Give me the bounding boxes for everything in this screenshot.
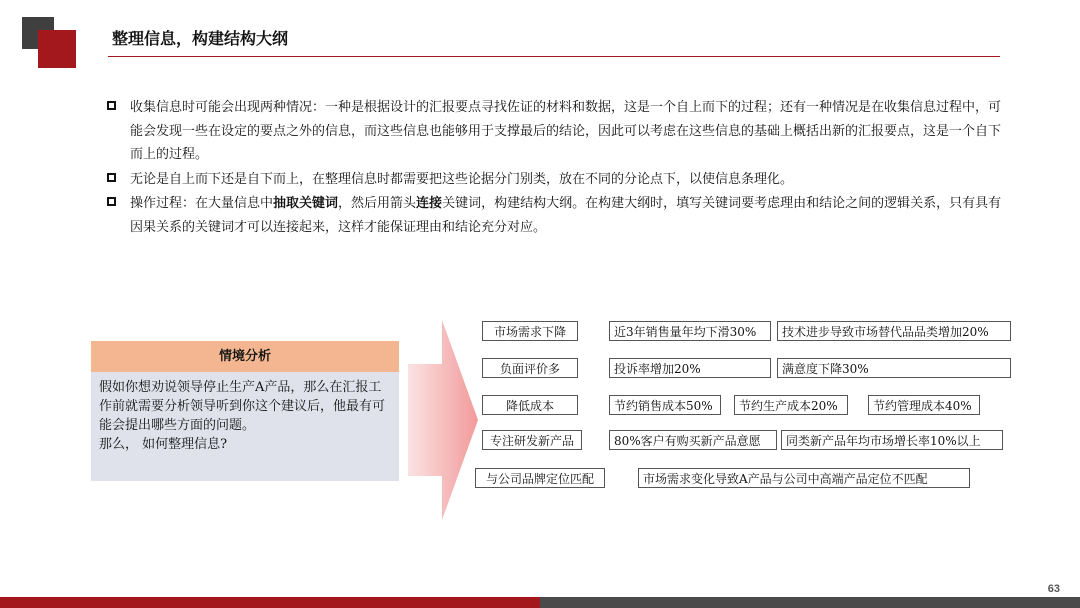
square-bullet-icon: [107, 173, 116, 182]
bullet-item-1: [106, 96, 1006, 167]
keyword-production-cost: 节约生产成本20%: [734, 395, 848, 415]
bullet-text-3: 操作过程：在大量信息中抽取关键词，然后用箭头连接关键词，构建结构大纲。在构建大纲时，填写关键词要考虑理由和结论之间的逻辑关系，只有具有因果关系的关键词才可以连接起来，这样才能保证理由和结论充分对应。: [130, 196, 1002, 235]
right-arrow-shape: [408, 320, 480, 520]
footer-bar-grey: [540, 597, 1080, 608]
keyword-management-cost: 节约管理成本40%: [868, 395, 980, 415]
situation-text: 假如你想劝说领导停止生产A产品，那么在汇报工作前就需要分析领导听到你这个建议后，他最有可能会提出哪些方面的问题。: [99, 380, 386, 433]
bullet-text-1: 收集信息时可能会出现两种情况：一种是根据设计的汇报要点寻找佐证的材料和数据，这是一个自上而下的过程；还有一种情况是在收集信息过程中，可能会发现一些在设定的要点之外的信息，而这些信息也能够用于支撑最后的结论，因此可以考虑在这些信息的基础上概括出新的汇报要点，这是一个自下而上的过程。: [130, 100, 1002, 162]
keyword-satisfaction-drop: 满意度下降30%: [777, 358, 1011, 378]
page-number: 63: [1047, 583, 1060, 595]
square-bullet-icon: [107, 197, 116, 206]
keyword-sales-cost: 节约销售成本50%: [609, 395, 721, 415]
bullet-item-3: [106, 192, 1006, 239]
keyword-positioning-mismatch: 市场需求变化导致A产品与公司中高端产品定位不匹配: [638, 468, 970, 488]
highlight-extract-keywords: 抽取关键词: [273, 196, 339, 211]
keyword-new-product-rd: 专注研发新产品: [482, 430, 582, 450]
title-underline: [108, 56, 1000, 57]
keyword-complaint-rate: 投诉率增加20%: [609, 358, 771, 378]
highlight-connect: 连接: [416, 196, 443, 211]
page-title: 整理信息，构建结构大纲: [112, 29, 289, 48]
situation-question: 那么， 如何整理信息?: [99, 437, 228, 452]
header-decoration-red-square: [38, 30, 76, 68]
bullet-list: [106, 96, 1006, 240]
footer-bar-red: [0, 597, 540, 608]
keyword-market-demand-decline: 市场需求下降: [482, 321, 578, 341]
square-bullet-icon: [107, 101, 116, 110]
situation-heading: 情境分析: [91, 341, 399, 372]
keyword-brand-match: 与公司品牌定位匹配: [475, 468, 605, 488]
keyword-sales-decline: 近3年销售量年均下滑30%: [609, 321, 771, 341]
situation-body: [99, 378, 389, 454]
keyword-negative-reviews: 负面评价多: [482, 358, 578, 378]
keyword-customer-intent: 80%客户有购买新产品意愿: [609, 430, 777, 450]
keyword-reduce-cost: 降低成本: [482, 395, 578, 415]
bullet-item-2: [106, 168, 1006, 192]
keyword-substitutes-increase: 技术进步导致市场替代品品类增加20%: [777, 321, 1011, 341]
bullet-text-2: 无论是自上而下还是自下而上，在整理信息时都需要把这些论据分门别类，放在不同的分论点下，以使信息条理化。: [130, 171, 794, 187]
keyword-market-growth: 同类新产品年均市场增长率10%以上: [781, 430, 1003, 450]
